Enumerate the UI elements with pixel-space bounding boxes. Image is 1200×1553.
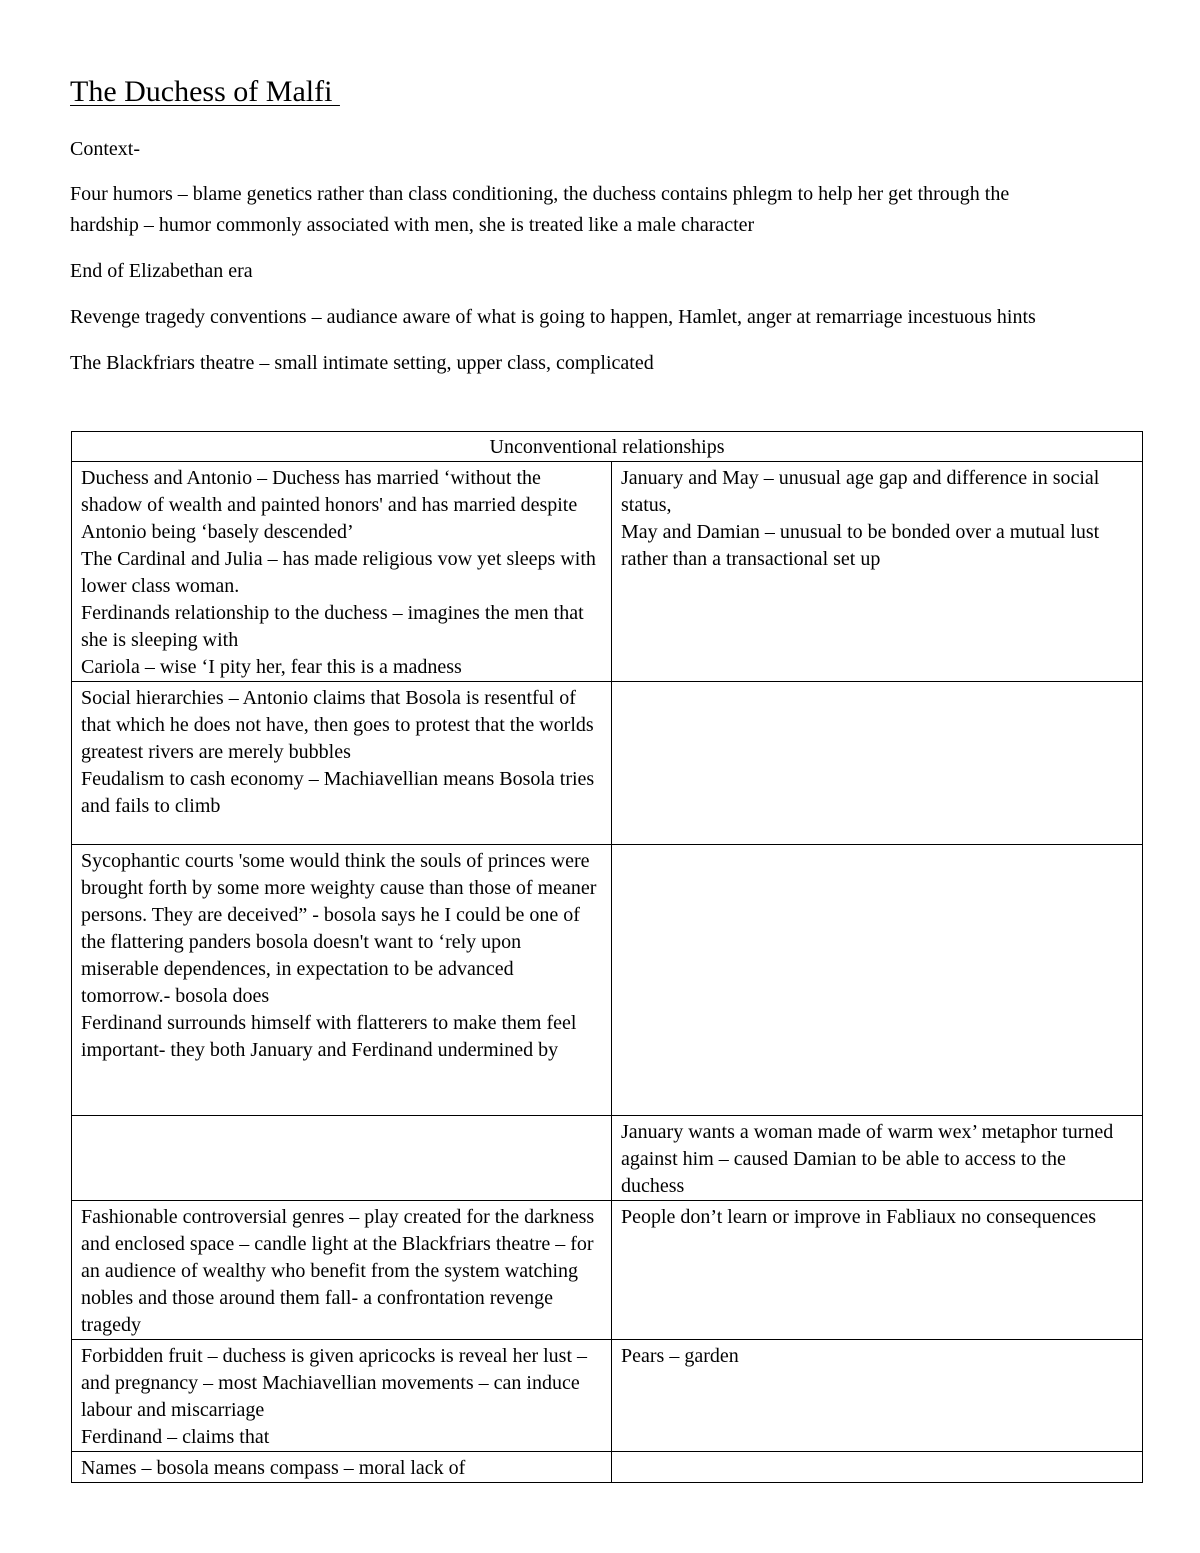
table-cell-left <box>72 462 612 682</box>
cell-text: Ferdinand – claims that <box>81 1426 270 1448</box>
document-title: The Duchess of Malfi <box>70 75 340 108</box>
table-row <box>72 1201 1143 1340</box>
table-header-row <box>72 432 1143 462</box>
cell-text: Feudalism to cash economy – Machiavellian means Bosola tries and fails to climb <box>81 768 595 817</box>
cell-text: May and Damian – unusual to be bonded over a mutual lust rather than a transactional set up <box>621 521 1100 570</box>
cell-text: The Cardinal and Julia – has made religious vow yet sleeps with lower class woman. <box>81 548 596 597</box>
cell-text: Fashionable controversial genres – play created for the darkness and enclosed space – candle light at the Blackfriars theatre – for an audience of wealthy who benefit from the system watching nobles and those around them fall- a confrontation revenge tragedy <box>81 1206 595 1336</box>
cell-text: Pears – garden <box>621 1345 739 1367</box>
cell-text: People don’t learn or improve in Fabliaux no consequences <box>621 1206 1097 1228</box>
paragraph-four-humors: Four humors – blame genetics rather than class conditioning, the duchess contains phlegm to help her get through the hardship – humor commonly associated with men, she is treated like a male character <box>70 183 1010 236</box>
table-cell-left <box>72 1201 612 1340</box>
table-header: Unconventional relationships <box>72 432 1143 462</box>
cell-text: Ferdinands relationship to the duchess – imagines the men that she is sleeping with <box>81 602 584 651</box>
table-row <box>72 1452 1143 1483</box>
table-row <box>72 462 1143 682</box>
notes-table <box>71 431 1143 1483</box>
context-heading: Context- <box>70 138 140 160</box>
cell-text: Names – bosola means compass – moral lack of <box>81 1457 466 1479</box>
table-row <box>72 682 1143 845</box>
table-cell-left <box>72 1116 612 1201</box>
table-cell-right <box>612 1201 1143 1340</box>
cell-text: Sycophantic courts 'some would think the souls of princes were brought forth by some more weighty cause than those of meaner persons. They are deceived” - bosola says he I could be one of the flattering panders bosola doesn't want to ‘rely upon miserable dependences, in expectation to be advanced tomorrow.- bosola does <box>81 850 597 1007</box>
table-cell-right <box>612 1340 1143 1452</box>
table-cell-right <box>612 1116 1143 1201</box>
table-cell-right <box>612 845 1143 1116</box>
table-cell-left <box>72 1340 612 1452</box>
table-cell-left <box>72 682 612 845</box>
table-cell-right <box>612 682 1143 845</box>
table-row <box>72 1340 1143 1452</box>
table-row <box>72 845 1143 1116</box>
paragraph-elizabethan-era: End of Elizabethan era <box>70 260 253 282</box>
table-cell-left <box>72 1452 612 1483</box>
cell-text: Social hierarchies – Antonio claims that Bosola is resentful of that which he does not have, then goes to protest that the worlds greatest rivers are merely bubbles <box>81 687 594 763</box>
cell-text: January wants a woman made of warm wex’ metaphor turned against him – caused Damian to be able to access to the duchess <box>621 1121 1114 1197</box>
table-row <box>72 1116 1143 1201</box>
paragraph-blackfriars: The Blackfriars theatre – small intimate setting, upper class, complicated <box>70 352 654 374</box>
cell-text: Ferdinand surrounds himself with flatterers to make them feel important- they both January and Ferdinand undermined by <box>81 1012 577 1061</box>
table-cell-right <box>612 462 1143 682</box>
paragraph-revenge-tragedy: Revenge tragedy conventions – audiance aware of what is going to happen, Hamlet, anger at remarriage incestuous hints <box>70 306 1036 328</box>
cell-text: January and May – unusual age gap and difference in social status, <box>621 467 1100 516</box>
table-cell-left <box>72 845 612 1116</box>
document-page <box>70 74 1142 394</box>
cell-text: Duchess and Antonio – Duchess has married ‘without the shadow of wealth and painted honors' and has married despite Antonio being ‘basely descended’ <box>81 467 578 543</box>
table-cell-right <box>612 1452 1143 1483</box>
cell-text: Cariola – wise ‘I pity her, fear this is a madness <box>81 656 462 678</box>
cell-text: Forbidden fruit – duchess is given apricocks is reveal her lust – and pregnancy – most Machiavellian movements – can induce labour and miscarriage <box>81 1345 587 1421</box>
